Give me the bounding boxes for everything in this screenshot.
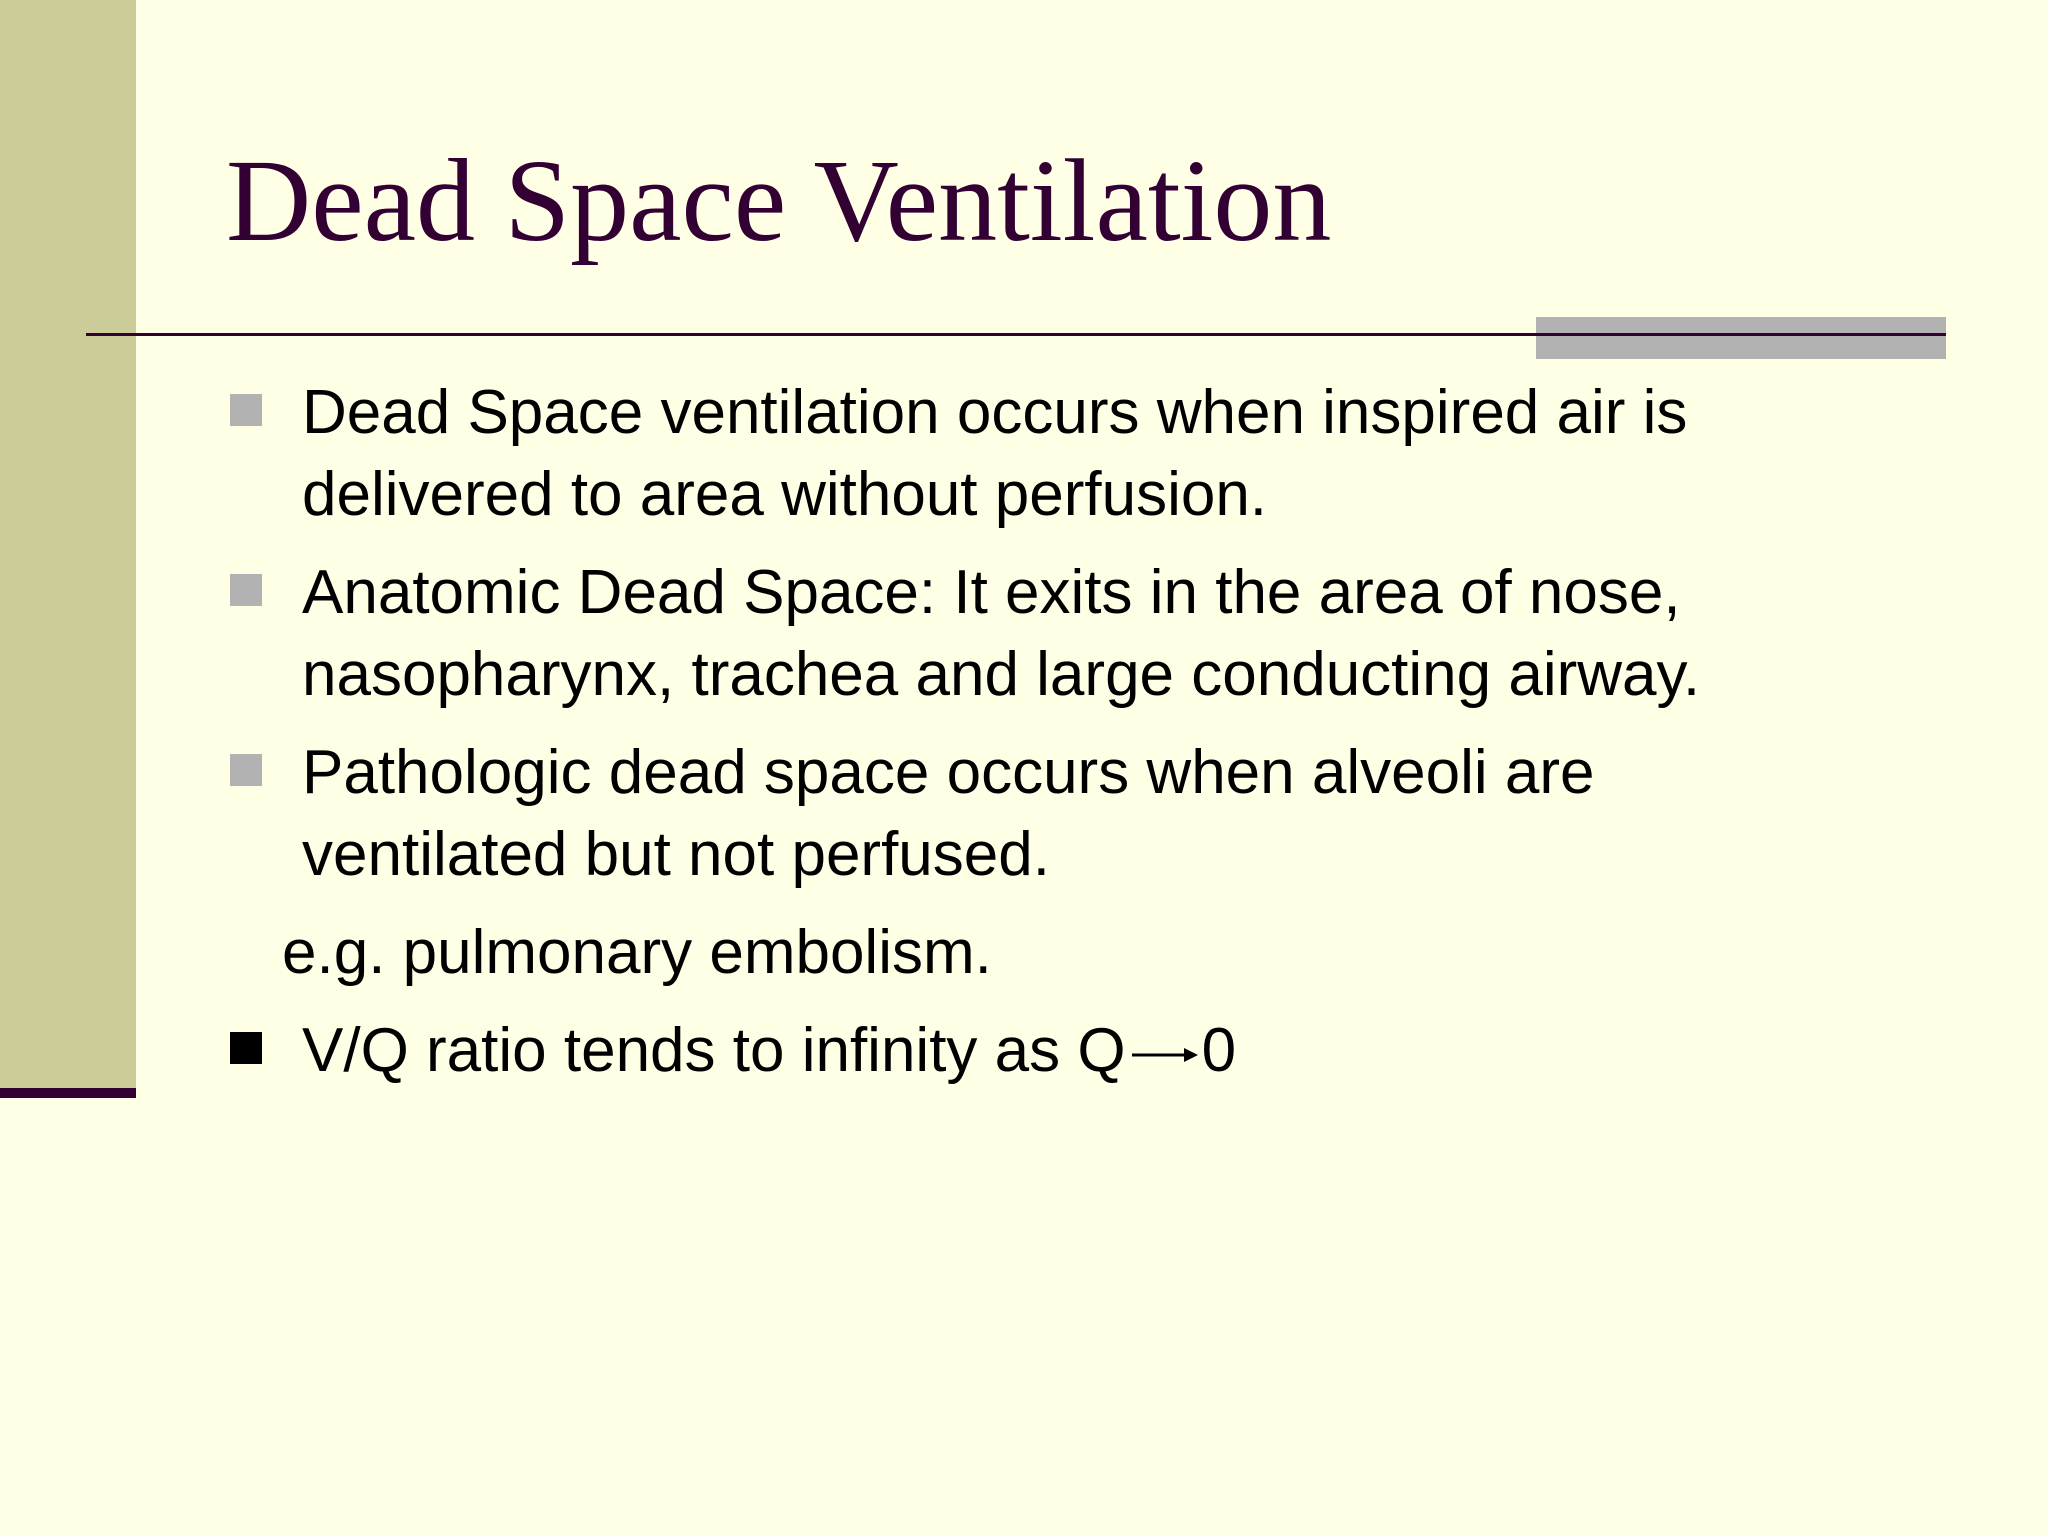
bullet-line: Pathologic dead space occurs when alveoli are bbox=[302, 738, 1595, 807]
bullet-line: Anatomic Dead Space: It exits in the area of nose, bbox=[302, 558, 1681, 627]
vq-text: V/Q ratio tends to infinity as Q bbox=[302, 1016, 1126, 1085]
example-pulmonary-embolism: e.g. pulmonary embolism. bbox=[282, 918, 992, 987]
slide-title: Dead Space Ventilation bbox=[226, 135, 1332, 266]
bullet-vq-ratio bbox=[226, 1010, 1926, 1092]
left-bar-bottom-rule bbox=[0, 1088, 136, 1098]
bullet-anatomic-dead-space bbox=[226, 552, 1926, 716]
title-divider-accent-line bbox=[1536, 333, 1946, 336]
left-decorative-bar bbox=[0, 0, 136, 1088]
square-bullet-icon bbox=[230, 394, 262, 426]
bullet-line: Dead Space ventilation occurs when inspired air is bbox=[302, 378, 1688, 447]
title-divider-accent bbox=[1536, 317, 1946, 359]
bullet-dead-space-definition bbox=[226, 372, 1926, 536]
bullet-line: nasopharynx, trachea and large conducting airway. bbox=[302, 640, 1701, 709]
square-bullet-icon bbox=[230, 1032, 262, 1064]
slide-bullet-list bbox=[226, 372, 1926, 1108]
bullet-pathologic-dead-space bbox=[226, 732, 1926, 896]
vq-zero-value: 0 bbox=[1201, 1016, 1237, 1085]
bullet-line: delivered to area without perfusion. bbox=[302, 460, 1268, 529]
right-arrow-icon bbox=[1128, 1045, 1200, 1065]
bullet-line: ventilated but not perfused. bbox=[302, 820, 1050, 889]
square-bullet-icon bbox=[230, 754, 262, 786]
square-bullet-icon bbox=[230, 574, 262, 606]
